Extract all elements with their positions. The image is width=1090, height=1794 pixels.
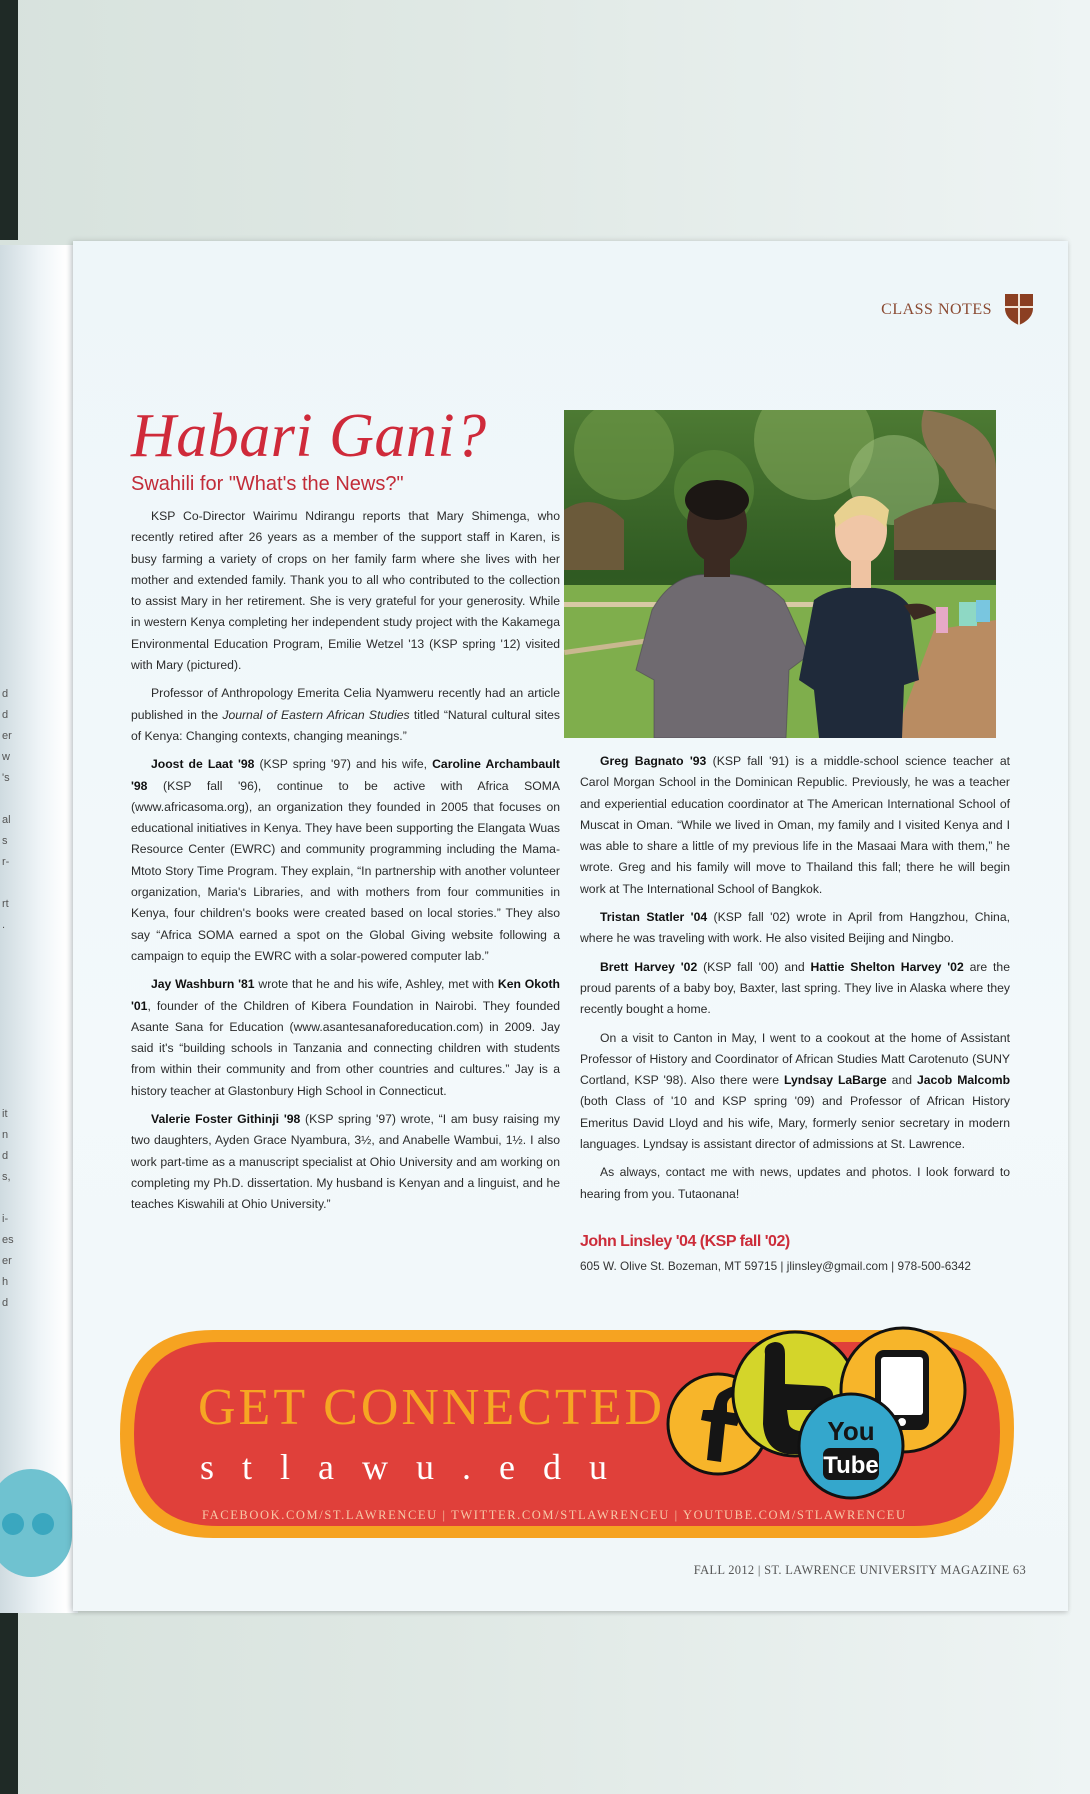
previous-page-fragment: es — [2, 1234, 14, 1246]
article-column-left — [131, 506, 560, 1223]
person-name: Brett Harvey '02 — [600, 959, 698, 974]
paragraph-text: wrote that he and his wife, Ashley, met with — [254, 977, 498, 992]
person-name: Hattie Shelton Harvey '02 — [810, 959, 964, 974]
previous-page-fragment: n — [2, 1129, 9, 1141]
paragraph-text: , founder of the Children of Kibera Foundation in Nairobi. They founded Asante Sana for Education (www.asantesanaforeducation.com) in 2009. Jay said it's “building schools in Tanzania and connecting children with students from within their community and from other countries and cultures.” Jay is a history teacher at Glastonbury High School in Connecticut. — [131, 998, 560, 1098]
scan-edge-top — [0, 0, 18, 240]
person-name: Jay Washburn '81 — [151, 977, 255, 992]
magazine-page — [73, 241, 1068, 1611]
person-name: Tristan Statler '04 — [600, 910, 708, 925]
article-column-right — [580, 751, 1010, 1278]
person-name: Joost de Laat '98 — [151, 757, 255, 772]
author-contact: 605 W. Olive St. Bozeman, MT 59715 | jlinsley@gmail.com | 978-500-6342 — [580, 1259, 971, 1274]
paragraph-text: (KSP fall '00) and — [697, 959, 811, 974]
article-paragraph — [131, 1109, 560, 1215]
banner-social-links[interactable]: FACEBOOK.COM/ST.LAWRENCEU | TWITTER.COM/STLAWRENCEU | YOUTUBE.COM/STLAWRENCEU — [202, 1508, 907, 1522]
paragraph-text: KSP Co-Director Wairimu Ndirangu reports that Mary Shimenga, who recently retired after 26 years as a member of the support staff in Karen, is busy farming a variety of crops on her family farm where she lives with her mother and extended family. Thank you to all who contributed to the collection to assist Mary in her retirement. She is very grateful for your generosity. While in western Kenya completing her independent study project with the Kakamega Environmental Education Program, Emilie Wetzel '13 (KSP spring '12) visited with Mary (pictured). — [131, 509, 560, 673]
author-name: John Linsley '04 (KSP fall '02) — [580, 1232, 790, 1250]
banner-headline: GET CONNECTED — [198, 1379, 666, 1436]
svg-text:Tube: Tube — [823, 1452, 879, 1479]
article-paragraph — [131, 506, 560, 676]
article-paragraph — [580, 751, 1010, 900]
previous-page-fragment: . — [2, 919, 6, 931]
previous-page-edge — [0, 245, 78, 1613]
article-paragraph — [580, 957, 1010, 1021]
previous-page-fragment: d — [2, 1150, 9, 1162]
paragraph-text: Professor of Anthropology Emerita Celia Nyamweru recently had an article published in the — [131, 686, 560, 722]
paragraph-text: and — [886, 1073, 917, 1088]
previous-page-fragment: h — [2, 1276, 9, 1288]
paragraph-text: (KSP fall '02) wrote in April from Hangzhou, China, where he was traveling with work. He also visited Beijing and Ningbo. — [580, 910, 1010, 946]
previous-page-fragment: w — [2, 751, 10, 763]
paragraph-text: titled “Natural cultural sites of Kenya: Changing contexts, changing meanings.” — [131, 707, 561, 743]
previous-page-fragment: i- — [2, 1213, 9, 1225]
previous-page-fragment: al — [2, 814, 11, 826]
photo-two-women-kenya — [564, 410, 996, 738]
person-name: Valerie Foster Githinji '98 — [151, 1112, 301, 1127]
previous-page-fragment: er — [2, 730, 12, 742]
paragraph-text: (KSP spring '97) and his wife, — [254, 757, 433, 772]
previous-page-fragment: s — [2, 835, 8, 847]
paragraph-text: (both Class of '10 and KSP spring '09) and Professor of African History Emeritus David Lloyd and his wife, Mary, formerly senior secretary in modern languages. Lyndsay is assistant director of admissions at St. Lawrence. — [580, 1094, 1010, 1152]
previous-page-fragment: rt — [2, 898, 9, 910]
person-name: Jacob Malcomb — [917, 1073, 1011, 1088]
article-paragraph — [580, 907, 1010, 950]
banner-url[interactable]: stlawu.edu — [200, 1447, 635, 1487]
scan-edge-bottom — [0, 1610, 18, 1794]
speech-bubble-graphic — [0, 1469, 72, 1577]
article-paragraph — [131, 683, 560, 747]
youtube-icon[interactable] — [799, 1394, 903, 1498]
paragraph-text: are the proud parents of a baby boy, Baxter, last spring. They live in Alaska where they recently bought a home. — [580, 959, 1010, 1017]
shield-icon — [1004, 293, 1034, 326]
person-name: Ken Okoth '01 — [131, 977, 560, 1013]
previous-page-fragment: 's — [2, 772, 10, 784]
previous-page-fragment: r- — [2, 856, 10, 868]
previous-page-fragment: er — [2, 1255, 12, 1267]
person-name: Caroline Archambault '98 — [131, 757, 560, 793]
article-paragraph — [131, 754, 560, 967]
person-name: Lyndsay LaBarge — [783, 1073, 887, 1088]
paragraph-text: (KSP spring '97) wrote, “I am busy raising my two daughters, Ayden Grace Nyambura, 3½, and Anabelle Wambui, 1½. I also work part-time as a manuscript specialist at Ohio University and am working on completing my Ph.D. dissertation. My husband is Kenyan and a linguist, and he teaches Kiswahili at Ohio University.” — [131, 1112, 560, 1212]
paragraph-text: As always, contact me with news, updates and photos. I look forward to hearing from you. Tutaonana! — [580, 1165, 1010, 1201]
paragraph-text: On a visit to Canton in May, I went to a cookout at the home of Assistant Professor of History and Coordinator of African Studies Matt Carotenuto (SUNY Cortland, KSP '98). Also there were — [580, 1030, 1010, 1088]
article-title: Habari Gani? — [131, 402, 487, 470]
article-subtitle: Swahili for "What's the News?" — [131, 473, 404, 495]
article-paragraph — [580, 1162, 1010, 1205]
article-paragraph — [131, 974, 560, 1102]
previous-page-fragment: s, — [2, 1171, 11, 1183]
previous-page-fragment: it — [2, 1108, 8, 1120]
social-icons — [663, 1314, 983, 1514]
section-label: CLASS NOTES — [881, 300, 992, 318]
previous-page-fragment: d — [2, 709, 9, 721]
paragraph-text: (KSP fall '96), continue to be active with Africa SOMA (www.africasoma.org), an organization they founded in 2005 that focuses on educational initiatives in Kenya. They have been supporting the Elangata Wuas Resource Center (EWRC) and community programming including the Mama-Mtoto Story Time Program. They explain, “In partnership with another volunteer organization, Maria's Libraries, and with mothers from four communities in Kenya, four children's books were created based on local stories.” They also say “Africa SOMA earned a spot on the Global Giving website following a campaign to equip the EWRC with a solar-powered computer lab.” — [131, 778, 560, 963]
previous-page-fragment: d — [2, 1297, 9, 1309]
page-footer: FALL 2012 | ST. LAWRENCE UNIVERSITY MAGAZINE 63 — [693, 1563, 1026, 1577]
paragraph-text: (KSP fall '91) is a middle-school science teacher at Carol Morgan School in the Dominican Republic. Previously, he was a teacher and experiential education coordinator at The American International School of Muscat in Oman. “While we lived in Oman, my family and I visited Kenya and I was able to share a little of my previous life in the Masaai Mara with them,” he wrote. Greg and his family will move to Thailand this fall; there he will begin work at The International School of Bangkok. — [580, 754, 1010, 896]
get-connected-banner[interactable] — [118, 1328, 1016, 1540]
previous-page-fragment: d — [2, 688, 9, 700]
article-photo — [564, 410, 996, 738]
svg-text:You: You — [827, 1416, 875, 1446]
paragraph-text: Journal of Eastern African Studies — [222, 707, 410, 722]
article-paragraph — [580, 1028, 1010, 1156]
person-name: Greg Bagnato '93 — [600, 754, 707, 768]
section-header — [881, 293, 1034, 326]
